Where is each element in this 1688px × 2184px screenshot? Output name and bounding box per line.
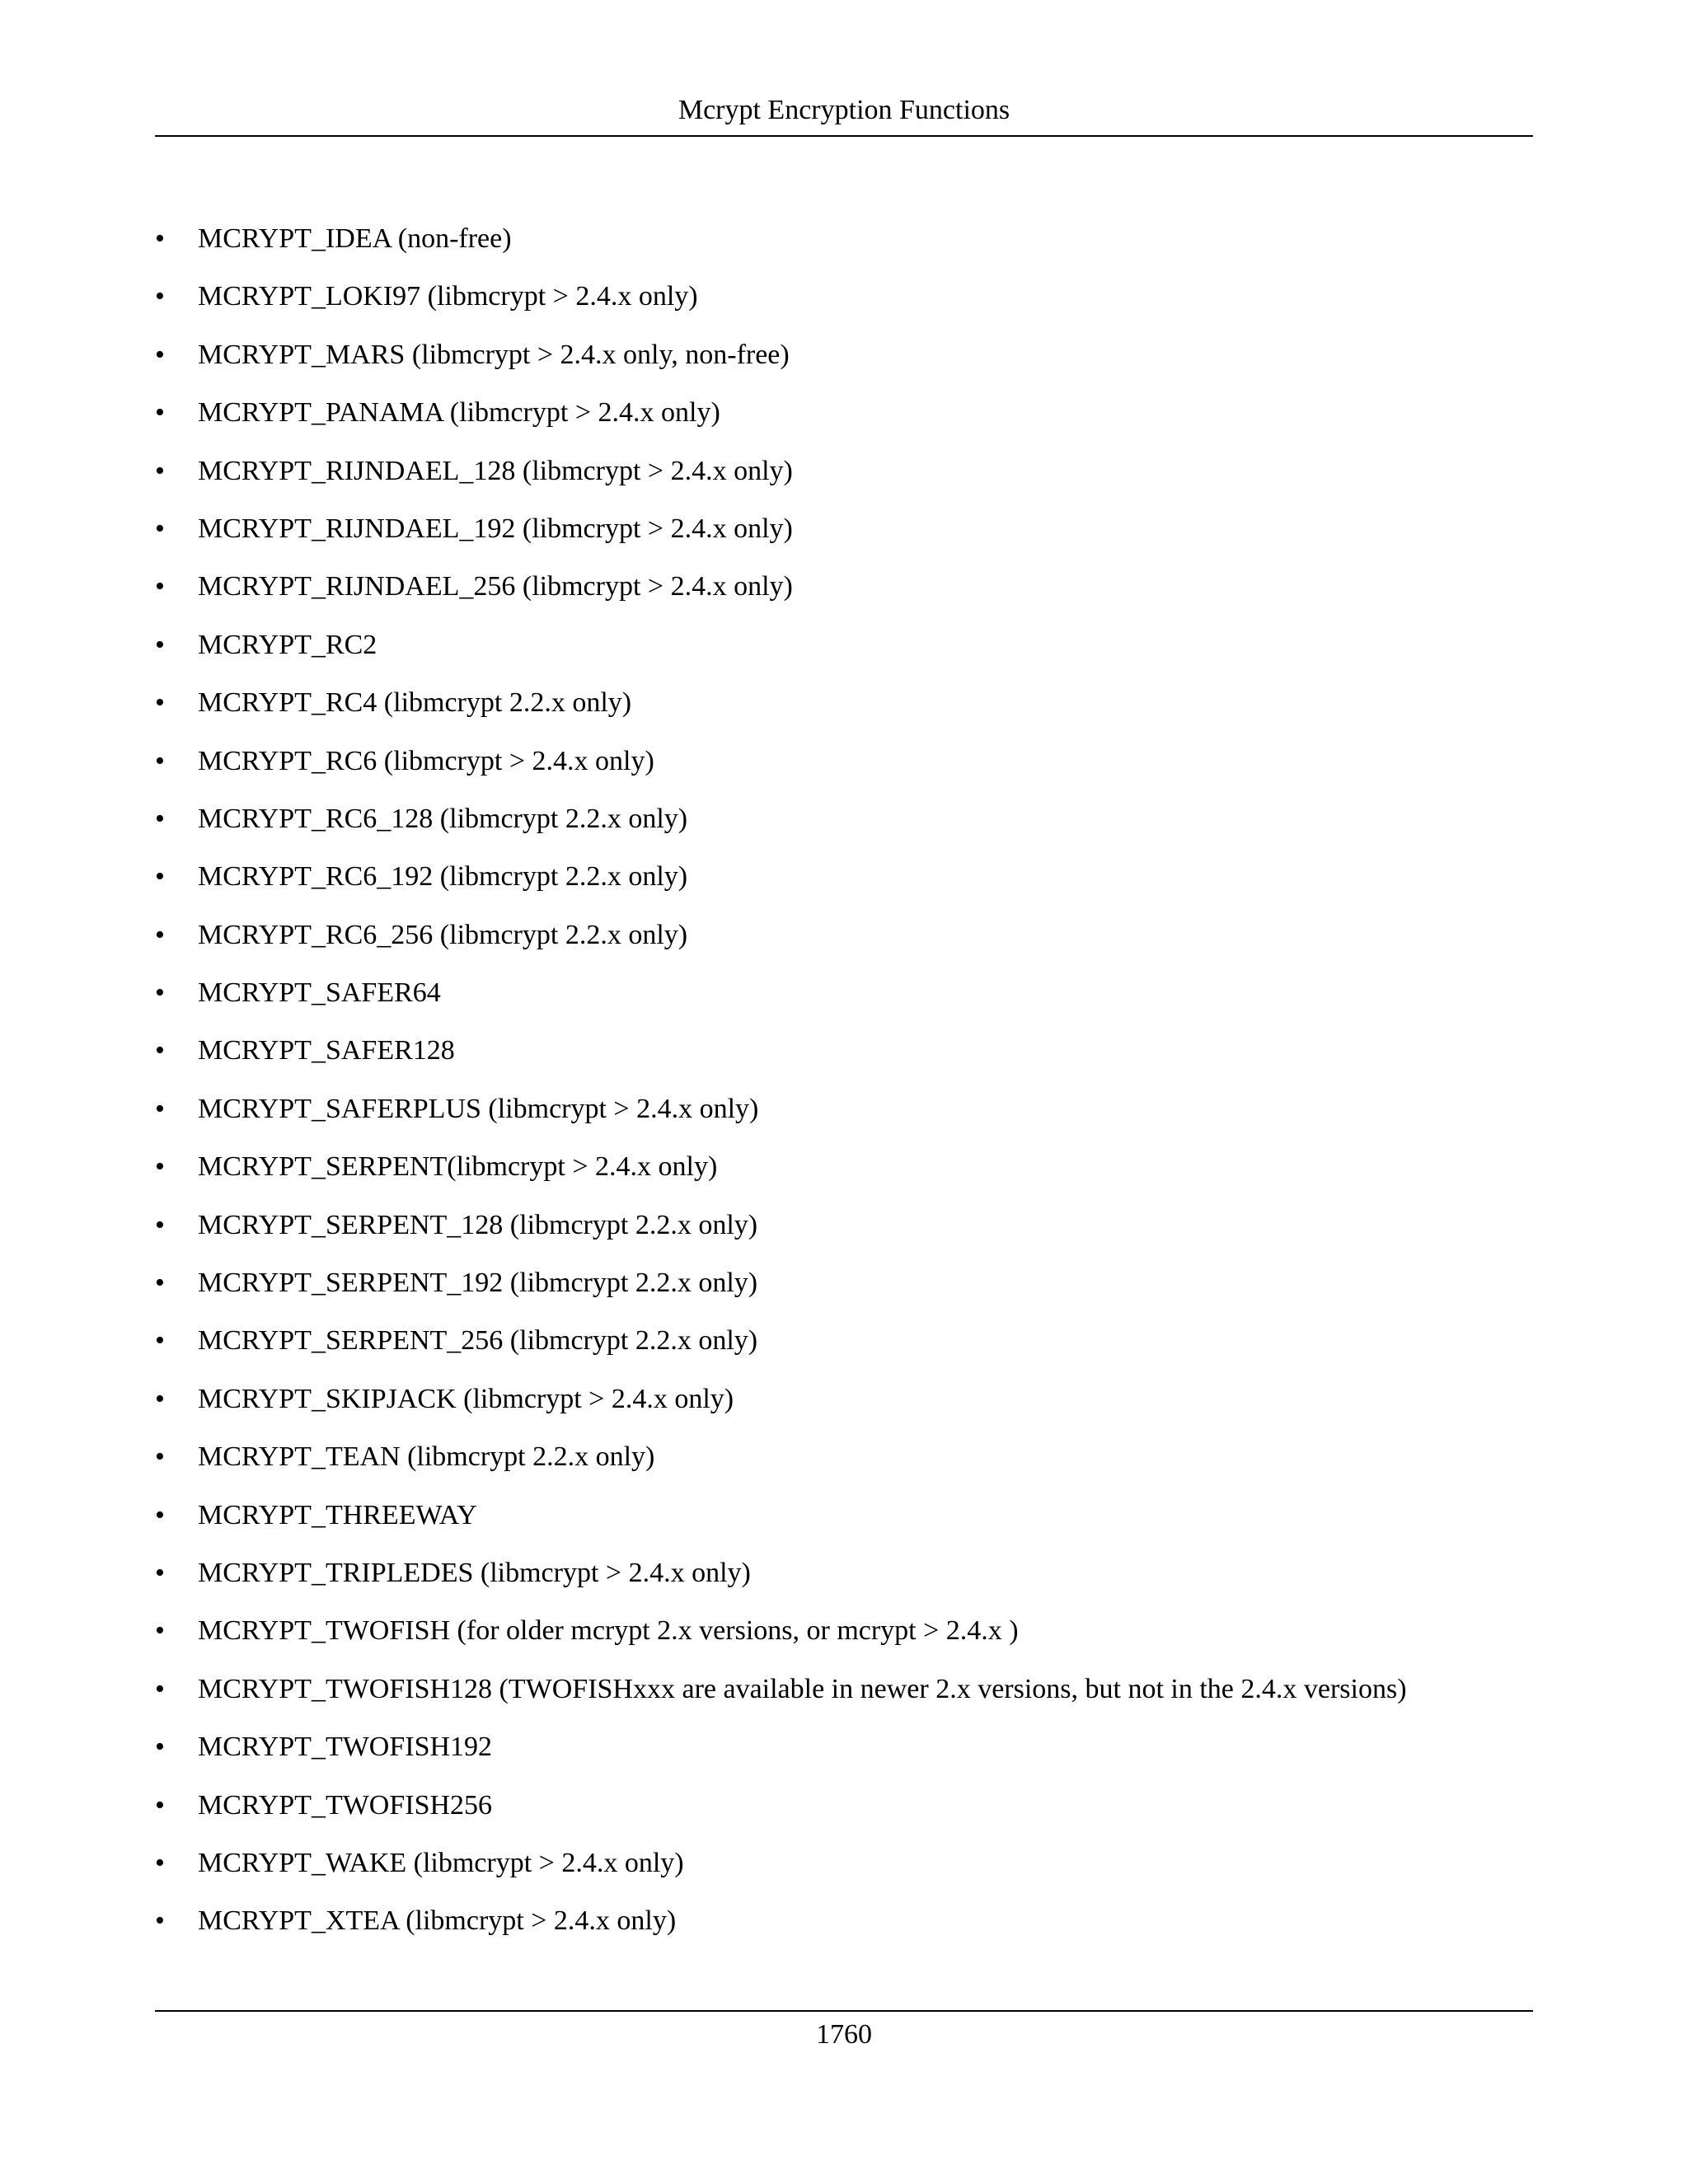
bullet-icon: • [155,339,165,370]
bullet-icon: • [155,1151,165,1183]
footer-divider [155,2010,1533,2012]
list-item-text: MCRYPT_LOKI97 (libmcrypt > 2.4.x only) [198,281,698,312]
list-item-text: MCRYPT_RC6_192 (libmcrypt 2.2.x only) [198,861,688,893]
bullet-icon: • [155,803,165,834]
list-item-text: MCRYPT_RIJNDAEL_128 (libmcrypt > 2.4.x only) [198,455,793,486]
list-item-text: MCRYPT_RC6 (libmcrypt > 2.4.x only) [198,745,654,776]
bullet-icon: • [155,1499,165,1530]
bullet-icon: • [155,1093,165,1124]
list-item [155,798,1533,855]
list-item [155,972,1533,1029]
list-item-text: MCRYPT_PANAMA (libmcrypt > 2.4.x only) [198,397,720,429]
page-number: 1760 [816,2019,872,2050]
list-item [155,1262,1533,1319]
list-item-text: MCRYPT_RIJNDAEL_192 (libmcrypt > 2.4.x only) [198,513,793,544]
bullet-icon: • [155,1732,165,1763]
bullet-icon: • [155,1905,165,1937]
list-item-text: MCRYPT_TWOFISH256 [198,1789,493,1821]
list-item-text: MCRYPT_IDEA (non-free) [198,223,512,254]
list-item [155,740,1533,798]
list-item [155,565,1533,623]
list-item [155,1204,1533,1262]
header-divider [155,135,1533,137]
bullet-icon: • [155,1035,165,1066]
list-item [155,450,1533,508]
list-item [155,1552,1533,1610]
list-item [155,508,1533,565]
bullet-icon: • [155,1209,165,1240]
list-item [155,334,1533,391]
list-item-text: MCRYPT_RC2 [198,629,377,660]
list-item [155,1146,1533,1203]
bullet-icon: • [155,1847,165,1878]
bullet-icon: • [155,629,165,660]
bullet-icon: • [155,861,165,893]
list-item-text: MCRYPT_TRIPLEDES (libmcrypt > 2.4.x only) [198,1557,751,1588]
list-item [155,1784,1533,1842]
list-item-text: MCRYPT_SAFER128 [198,1035,455,1066]
list-item [155,218,1533,275]
cipher-list [155,218,1533,1958]
list-item [155,391,1533,449]
bullet-icon: • [155,1268,165,1299]
bullet-icon: • [155,919,165,950]
list-item [155,1088,1533,1146]
list-item [155,1436,1533,1493]
bullet-icon: • [155,745,165,776]
list-item-text: MCRYPT_SAFERPLUS (libmcrypt > 2.4.x only) [198,1093,759,1124]
bullet-icon: • [155,687,165,719]
list-item [155,1842,1533,1900]
list-item [155,914,1533,972]
list-item [155,1900,1533,1957]
bullet-icon: • [155,1557,165,1588]
bullet-icon: • [155,455,165,486]
bullet-icon: • [155,977,165,1009]
bullet-icon: • [155,513,165,544]
list-item [155,1319,1533,1377]
list-item-text: MCRYPT_THREEWAY [198,1499,477,1530]
bullet-icon: • [155,1789,165,1821]
bullet-icon: • [155,571,165,602]
list-item [155,1668,1533,1726]
list-item-text: MCRYPT_RIJNDAEL_256 (libmcrypt > 2.4.x only) [198,571,793,602]
list-item [155,624,1533,682]
list-item-text: MCRYPT_MARS (libmcrypt > 2.4.x only, non-free) [198,339,790,370]
list-item-text: MCRYPT_RC6_128 (libmcrypt 2.2.x only) [198,803,688,834]
list-item-text: MCRYPT_SERPENT_128 (libmcrypt 2.2.x only) [198,1209,758,1240]
bullet-icon: • [155,1673,165,1704]
list-item-text: MCRYPT_WAKE (libmcrypt > 2.4.x only) [198,1847,684,1878]
list-item [155,682,1533,739]
list-item-text: MCRYPT_SERPENT(libmcrypt > 2.4.x only) [198,1151,718,1183]
list-item-text: MCRYPT_TEAN (libmcrypt 2.2.x only) [198,1441,655,1473]
list-item [155,855,1533,913]
list-item-text: MCRYPT_SKIPJACK (libmcrypt > 2.4.x only) [198,1383,734,1414]
bullet-icon: • [155,1325,165,1357]
list-item-text: MCRYPT_TWOFISH (for older mcrypt 2.x versions, or mcrypt > 2.4.x ) [198,1615,1019,1647]
list-item-text: MCRYPT_SERPENT_192 (libmcrypt 2.2.x only) [198,1268,758,1299]
list-item [155,1378,1533,1436]
list-item-text: MCRYPT_TWOFISH128 (TWOFISHxxx are available in newer 2.x versions, but not in the 2.4.x versions) [198,1673,1407,1704]
list-item-text: MCRYPT_XTEA (libmcrypt > 2.4.x only) [198,1905,677,1937]
list-item-text: MCRYPT_SERPENT_256 (libmcrypt 2.2.x only) [198,1325,758,1357]
bullet-icon: • [155,397,165,429]
list-item [155,1029,1533,1087]
page-header-title: Mcrypt Encryption Functions [678,95,1010,125]
list-item [155,1726,1533,1783]
list-item-text: MCRYPT_RC4 (libmcrypt 2.2.x only) [198,687,632,719]
bullet-icon: • [155,1383,165,1414]
list-item-text: MCRYPT_SAFER64 [198,977,441,1009]
bullet-icon: • [155,1615,165,1647]
bullet-icon: • [155,1441,165,1473]
bullet-icon: • [155,223,165,254]
bullet-icon: • [155,281,165,312]
list-item [155,275,1533,333]
list-item-text: MCRYPT_TWOFISH192 [198,1732,493,1763]
list-item [155,1494,1533,1552]
list-item-text: MCRYPT_RC6_256 (libmcrypt 2.2.x only) [198,919,688,950]
list-item [155,1610,1533,1667]
